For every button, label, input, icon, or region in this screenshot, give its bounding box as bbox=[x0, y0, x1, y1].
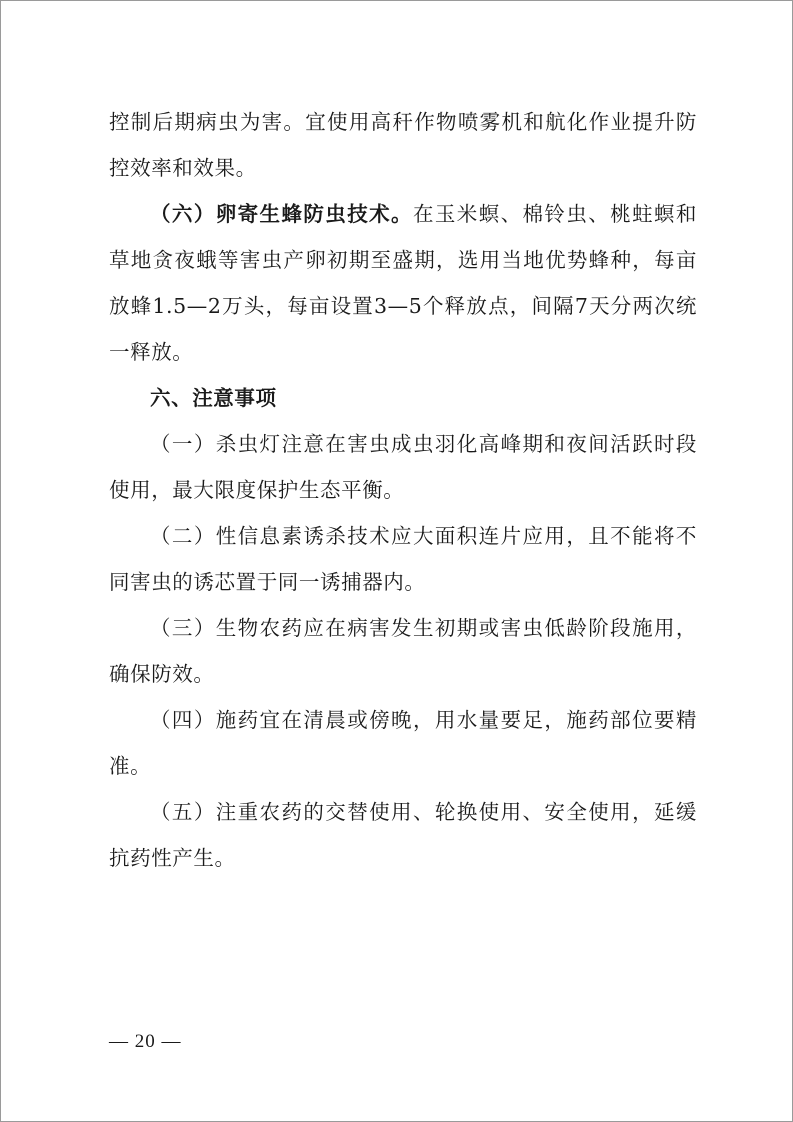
paragraph-text: 在玉米螟、棉铃虫、桃蛀螟和草地贪夜蛾等害虫产卵初期至盛期，选用当地优势蜂种，每亩放蜂1.5—2万头，每亩设置3—5个释放点，间隔7天分两次统一释放。 bbox=[109, 202, 697, 364]
paragraph-note-5 bbox=[109, 789, 697, 881]
paragraph-text: （二）性信息素诱杀技术应大面积连片应用，且不能将不同害虫的诱芯置于同一诱捕器内。 bbox=[109, 524, 697, 594]
paragraph-note-3 bbox=[109, 605, 697, 697]
paragraph-note-4 bbox=[109, 697, 697, 789]
document-body bbox=[109, 99, 697, 881]
page-number: — 20 — bbox=[109, 1031, 182, 1052]
paragraph-continuation bbox=[109, 99, 697, 191]
paragraph-text: （五）注重农药的交替使用、轮换使用、安全使用，延缓抗药性产生。 bbox=[109, 800, 697, 870]
paragraph-text: 控制后期病虫为害。宜使用高秆作物喷雾机和航化作业提升防控效率和效果。 bbox=[109, 110, 697, 180]
paragraph-lead-heading: （六）卵寄生蜂防虫技术。 bbox=[150, 202, 413, 226]
paragraph-text: （一）杀虫灯注意在害虫成虫羽化高峰期和夜间活跃时段使用，最大限度保护生态平衡。 bbox=[109, 432, 697, 502]
paragraph-note-1 bbox=[109, 421, 697, 513]
section-heading-text: 六、注意事项 bbox=[150, 386, 277, 410]
paragraph-egg-parasitoid bbox=[109, 191, 697, 375]
paragraph-text: （三）生物农药应在病害发生初期或害虫低龄阶段施用，确保防效。 bbox=[109, 616, 697, 686]
paragraph-note-2 bbox=[109, 513, 697, 605]
section-heading-notes bbox=[109, 375, 697, 421]
paragraph-text: （四）施药宜在清晨或傍晚，用水量要足，施药部位要精准。 bbox=[109, 708, 697, 778]
